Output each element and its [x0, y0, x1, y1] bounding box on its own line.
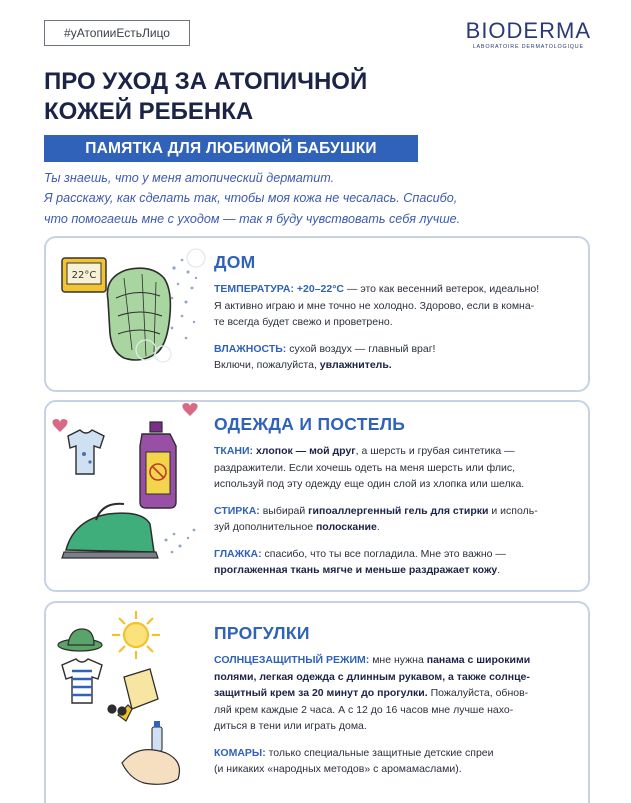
sun-hat-icon: [58, 629, 102, 651]
iron-icon: [62, 504, 158, 558]
brand-name: BIODERMA: [465, 18, 591, 43]
humidifier-emphasis: увлажнитель.: [319, 359, 392, 371]
card-walks-text: [214, 623, 576, 788]
fabrics-key: ТКАНИ:: [214, 445, 254, 457]
text: , а шерсть и грубая синтетика —: [355, 445, 515, 457]
rinsing-emphasis: полоскание: [315, 521, 377, 533]
fabrics-emphasis: хлопок — мой друг: [253, 445, 356, 457]
text: только специальные защитные детские спреи: [265, 746, 494, 759]
fabrics-paragraph: [214, 443, 576, 493]
section-heading: ДОМ: [214, 252, 256, 272]
card-clothes-text: [214, 414, 576, 589]
brand-tagline: LABORATOIRE DERMATOLOGIQUE: [472, 44, 584, 50]
text: — это как весенний ветерок, идеально!: [344, 283, 540, 295]
section-heading: ПРОГУЛКИ: [214, 623, 310, 643]
section-heading: ОДЕЖДА И ПОСТЕЛЬ: [214, 414, 406, 434]
ironing-paragraph: [214, 546, 576, 579]
tshirt-icon: [68, 430, 104, 474]
humidity-key: ВЛАЖНОСТЬ:: [214, 342, 287, 355]
title-line-1: ПРО УХОД ЗА АТОПИЧНОЙ: [44, 68, 368, 95]
text: выбирай: [259, 504, 309, 517]
text: раздражители. Если хочешь одеть на меня шерсть или флис,: [214, 461, 516, 474]
temperature-key: ТЕМПЕРАТУРА:: [214, 283, 294, 295]
brand-logo: [466, 20, 591, 50]
detergent-bottle-icon: [140, 422, 176, 508]
text: мне нужна: [369, 654, 427, 666]
humidifier-illustration: [46, 238, 211, 388]
text: сухой воздух — главный враг!: [286, 342, 436, 355]
text: используй под эту одежду еще один слой из хлопка или шелка.: [214, 478, 525, 490]
card-home-text: [214, 252, 576, 384]
steam-dots-icon: [165, 529, 196, 554]
text: зуй дополнительное: [214, 521, 316, 533]
intro-text: [44, 168, 604, 229]
hashtag-label: #уАтопииЕстьЛицо: [44, 20, 190, 46]
card-clothes: [44, 400, 590, 592]
sunglasses-icon: [108, 705, 126, 715]
text: Пожалуйста, обнов-: [427, 687, 529, 699]
ironing-key: ГЛАЖКА:: [214, 547, 262, 560]
humidity-paragraph: [214, 341, 576, 374]
laundry-illustration: [46, 402, 211, 588]
emphasis: полями, легкая одежда с длинным рукавом, а также солнце-: [214, 670, 530, 683]
page-title: [44, 67, 367, 127]
temperature-paragraph: [214, 281, 576, 331]
text: те всегда будет свежо и проветрено.: [214, 316, 393, 328]
sun-icon: [112, 611, 160, 659]
mosquitoes-paragraph: [214, 745, 576, 778]
text: Включи, пожалуйста,: [214, 359, 320, 371]
text: и исполь-: [488, 504, 538, 517]
card-home: [44, 236, 590, 392]
text: спасибо, что ты все погладила. Мне это важно —: [261, 547, 506, 560]
striped-shirt-icon: [62, 659, 102, 703]
steam-dots-icon: [171, 259, 198, 340]
washing-key: СТИРКА:: [214, 504, 260, 517]
title-line-2: КОЖЕЙ РЕБЕНКА: [44, 98, 254, 125]
mosquitoes-key: КОМАРЫ:: [214, 746, 266, 759]
intro-line: что помогаешь мне с уходом — так я буду чувствовать себя лучше.: [44, 211, 461, 226]
thermostat-value: 22°C: [71, 270, 97, 281]
text: .: [497, 564, 501, 576]
heart-icon: [52, 403, 197, 432]
text: диться в тени или играть дома.: [214, 720, 367, 732]
card-walks: [44, 601, 590, 803]
text: .: [376, 521, 380, 533]
emphasis: защитный крем за 20 минут до прогулки.: [214, 687, 428, 699]
subtitle-banner: ПАМЯТКА ДЛЯ ЛЮБИМОЙ БАБУШКИ: [44, 135, 418, 162]
sun-protection-key: СОЛНЦЕЗАЩИТНЫЙ РЕЖИМ:: [214, 654, 370, 666]
summer-illustration: [46, 603, 211, 801]
text: (и никаких «народных методов» с аромамаслами).: [214, 763, 462, 775]
washing-paragraph: [214, 503, 576, 536]
intro-line: Ты знаешь, что у меня атопический дерматит.: [44, 171, 335, 185]
ironing-emphasis: проглаженная ткань мягче и меньше раздражает кожу: [214, 564, 498, 576]
text: ляй крем каждые 2 часа. А с 12 до 16 часов мне лучше нахо-: [214, 703, 514, 716]
temperature-value: +20–22°C: [296, 283, 345, 295]
sun-protection-paragraph: [214, 652, 576, 735]
child-arm-icon: [122, 750, 180, 785]
text: Я активно играю и мне точно не холодно. Здорово, если в комна-: [214, 299, 535, 312]
emphasis: панама с широкими: [426, 654, 531, 666]
washing-emphasis: гипоаллергенный гель для стирки: [308, 504, 489, 517]
spray-bottle-icon: [152, 721, 162, 751]
thermostat-icon: [62, 258, 106, 292]
intro-line: Я расскажу, как сделать так, чтобы моя кожа не чесалась. Спасибо,: [44, 191, 458, 206]
